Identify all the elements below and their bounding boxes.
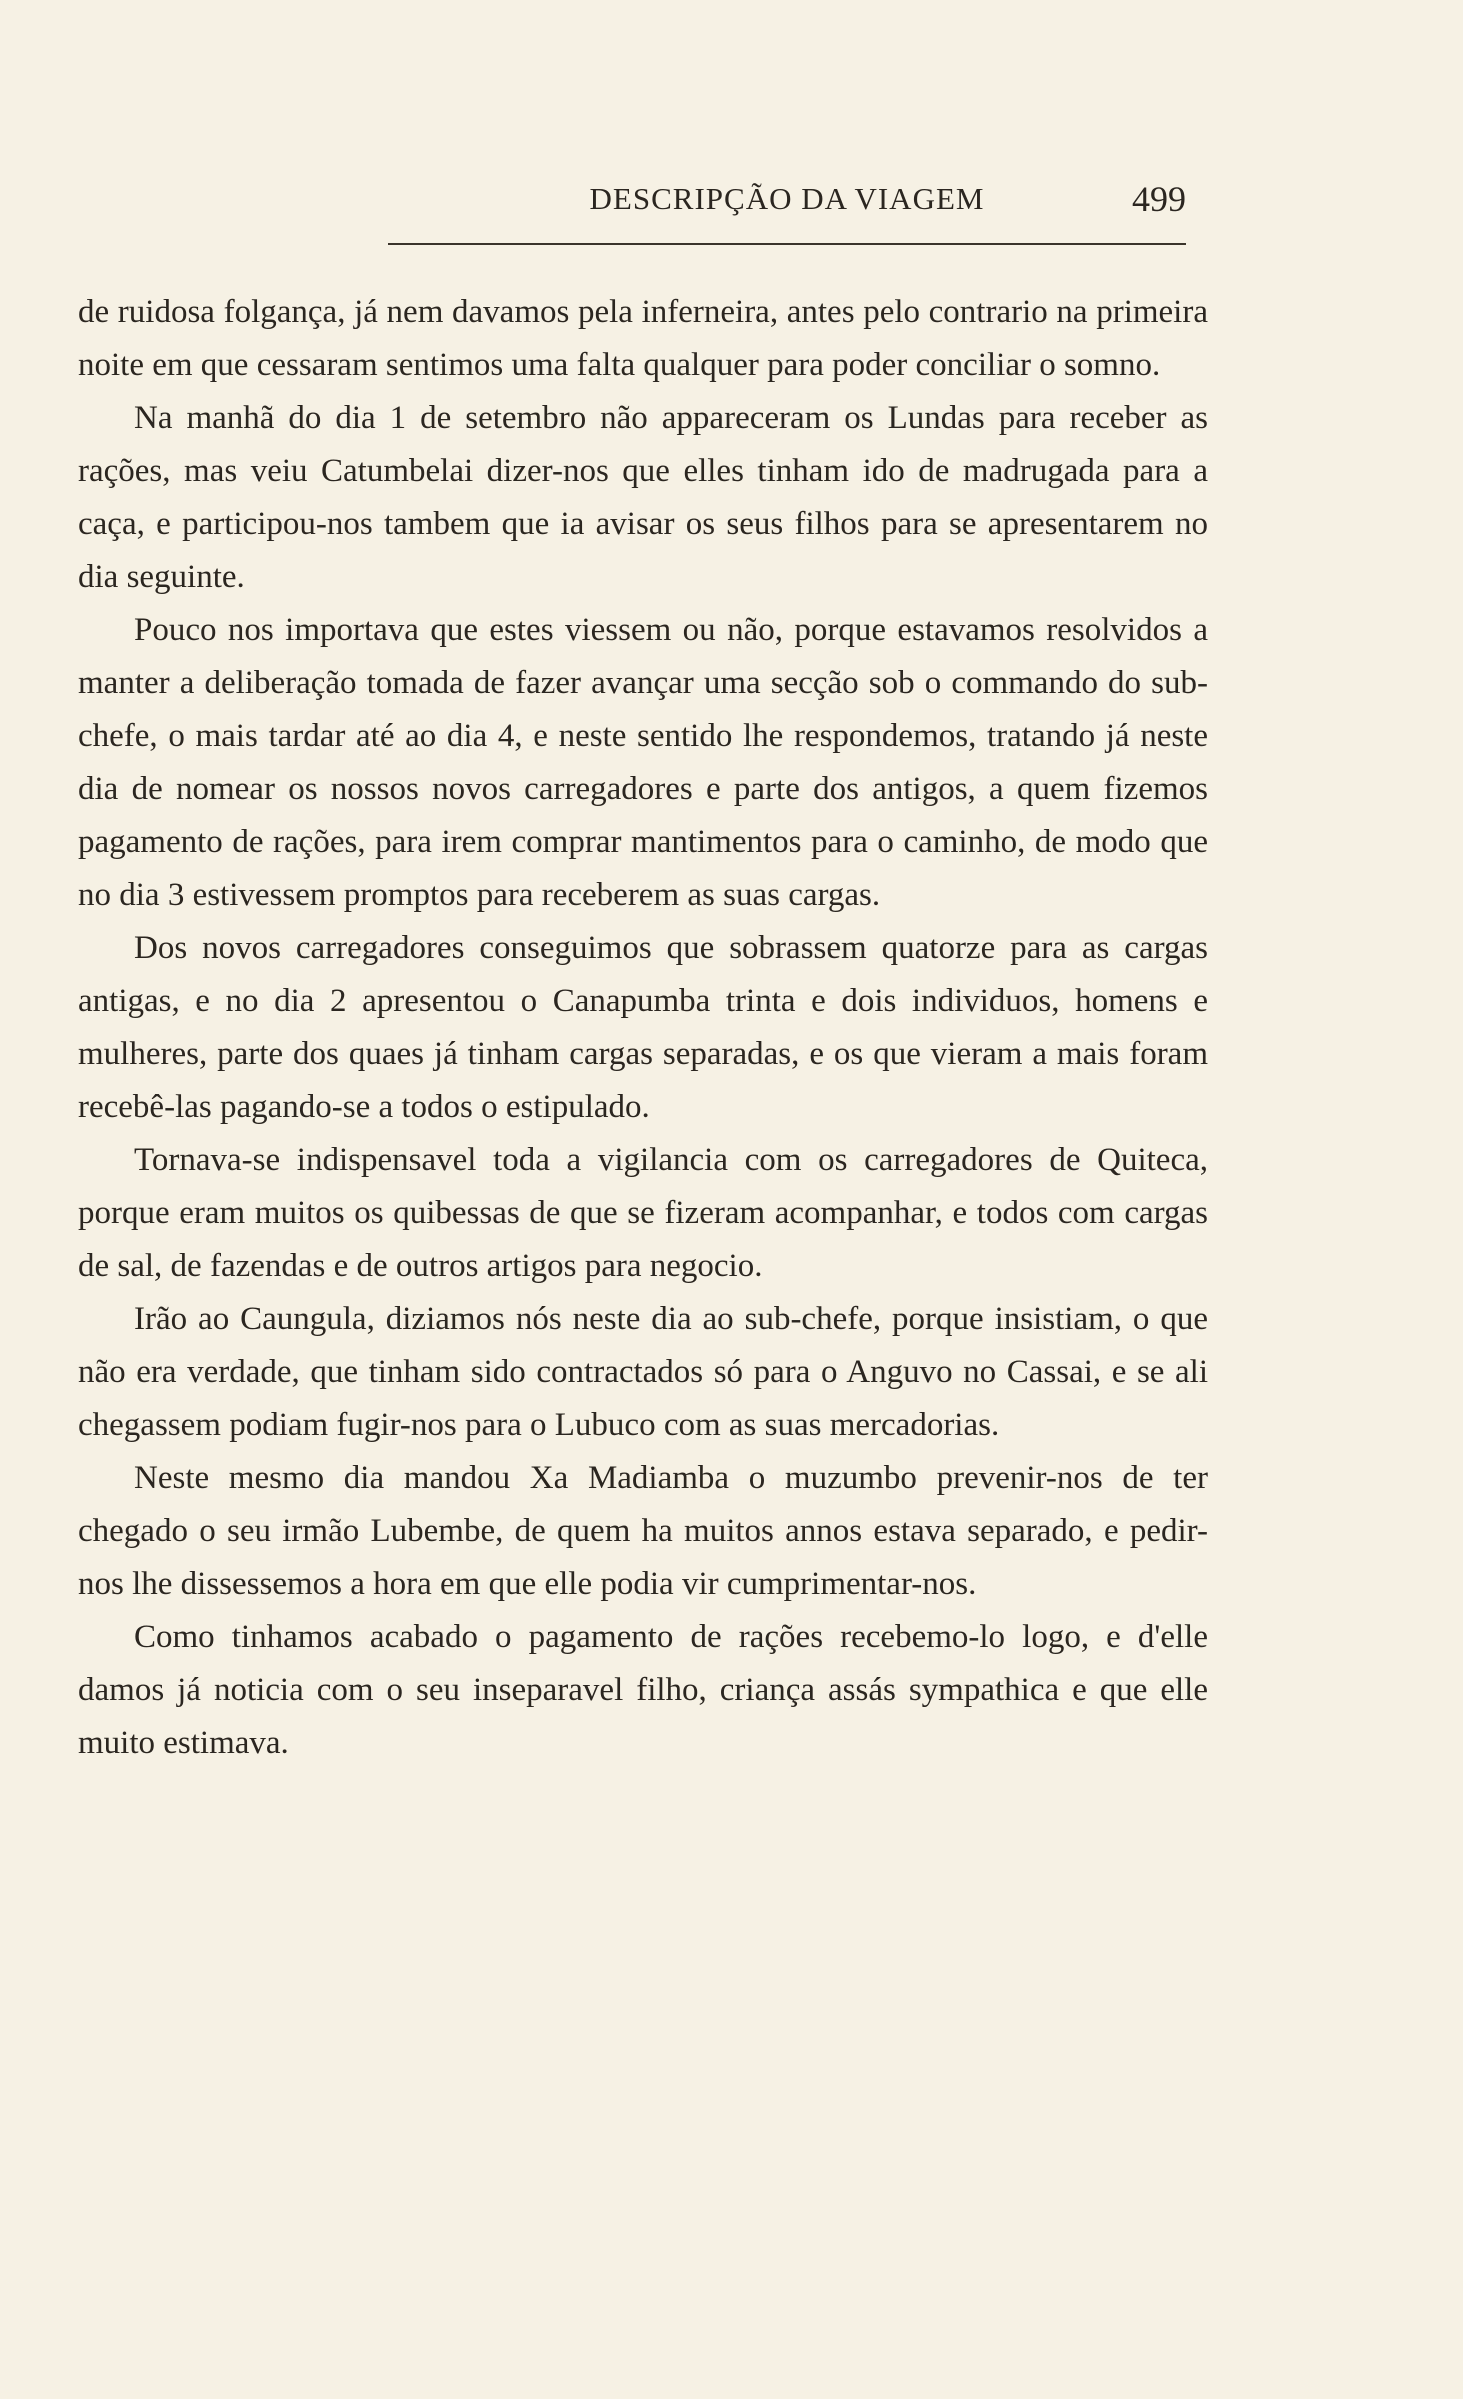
page-number: 499 [1132,179,1186,219]
paragraph: Irão ao Caungula, diziamos nós neste dia ao sub-chefe, porque insistiam, o que não era verdade, que tinham sido contractados só para o Anguvo no Cassai, e se ali chegassem podiam fugir-nos para o Lubuco com as suas mercadorias. [78,1301,1208,1443]
paragraph: Neste mesmo dia mandou Xa Madiamba o muzumbo prevenir-nos de ter chegado o seu irmão Lubembe, de quem ha muitos annos estava separado, e pedir-nos lhe dissessemos a hora em que elle podia vir cumprimentar-nos. [78,1460,1208,1602]
running-head [388,174,1186,224]
paragraph: Como tinhamos acabado o pagamento de rações recebemo-lo logo, e d'elle damos já noticia com o seu inseparavel filho, criança assás sympathica e que elle muito estimava. [78,1619,1208,1761]
running-title: DESCRIPÇÃO DA VIAGEM [589,181,985,216]
body-text [78,286,1208,1770]
paragraph: Dos novos carregadores conseguimos que sobrassem quatorze para as cargas antigas, e no dia 2 apresentou o Canapumba trinta e dois individuos, homens e mulheres, parte dos quaes já tinham cargas separadas, e os que vieram a mais foram recebê-las pagando-se a todos o estipulado. [78,930,1208,1125]
paragraph-continuation: de ruidosa folgança, já nem davamos pela inferneira, antes pelo contrario na primeira noite em que cessaram sentimos uma falta qualquer para poder conciliar o somno. [78,294,1208,383]
paragraph: Pouco nos importava que estes viessem ou não, porque estavamos resolvidos a manter a deliberação tomada de fazer avançar uma secção sob o commando do sub-chefe, o mais tardar até ao dia 4, e neste sentido lhe respondemos, tratando já neste dia de nomear os nossos novos carregadores e parte dos antigos, a quem fizemos pagamento de rações, para irem comprar mantimentos para o caminho, de modo que no dia 3 estivessem promptos para receberem as suas cargas. [78,612,1208,913]
header-rule [388,243,1186,245]
paragraph: Na manhã do dia 1 de setembro não appareceram os Lundas para receber as rações, mas veiu Catumbelai dizer-nos que elles tinham ido de madrugada para a caça, e participou-nos tambem que ia avisar os seus filhos para se apresentarem no dia seguinte. [78,400,1208,595]
paragraph: Tornava-se indispensavel toda a vigilancia com os carregadores de Quiteca, porque eram muitos os quibessas de que se fizeram acompanhar, e todos com cargas de sal, de fazendas e de outros artigos para negocio. [78,1142,1208,1284]
